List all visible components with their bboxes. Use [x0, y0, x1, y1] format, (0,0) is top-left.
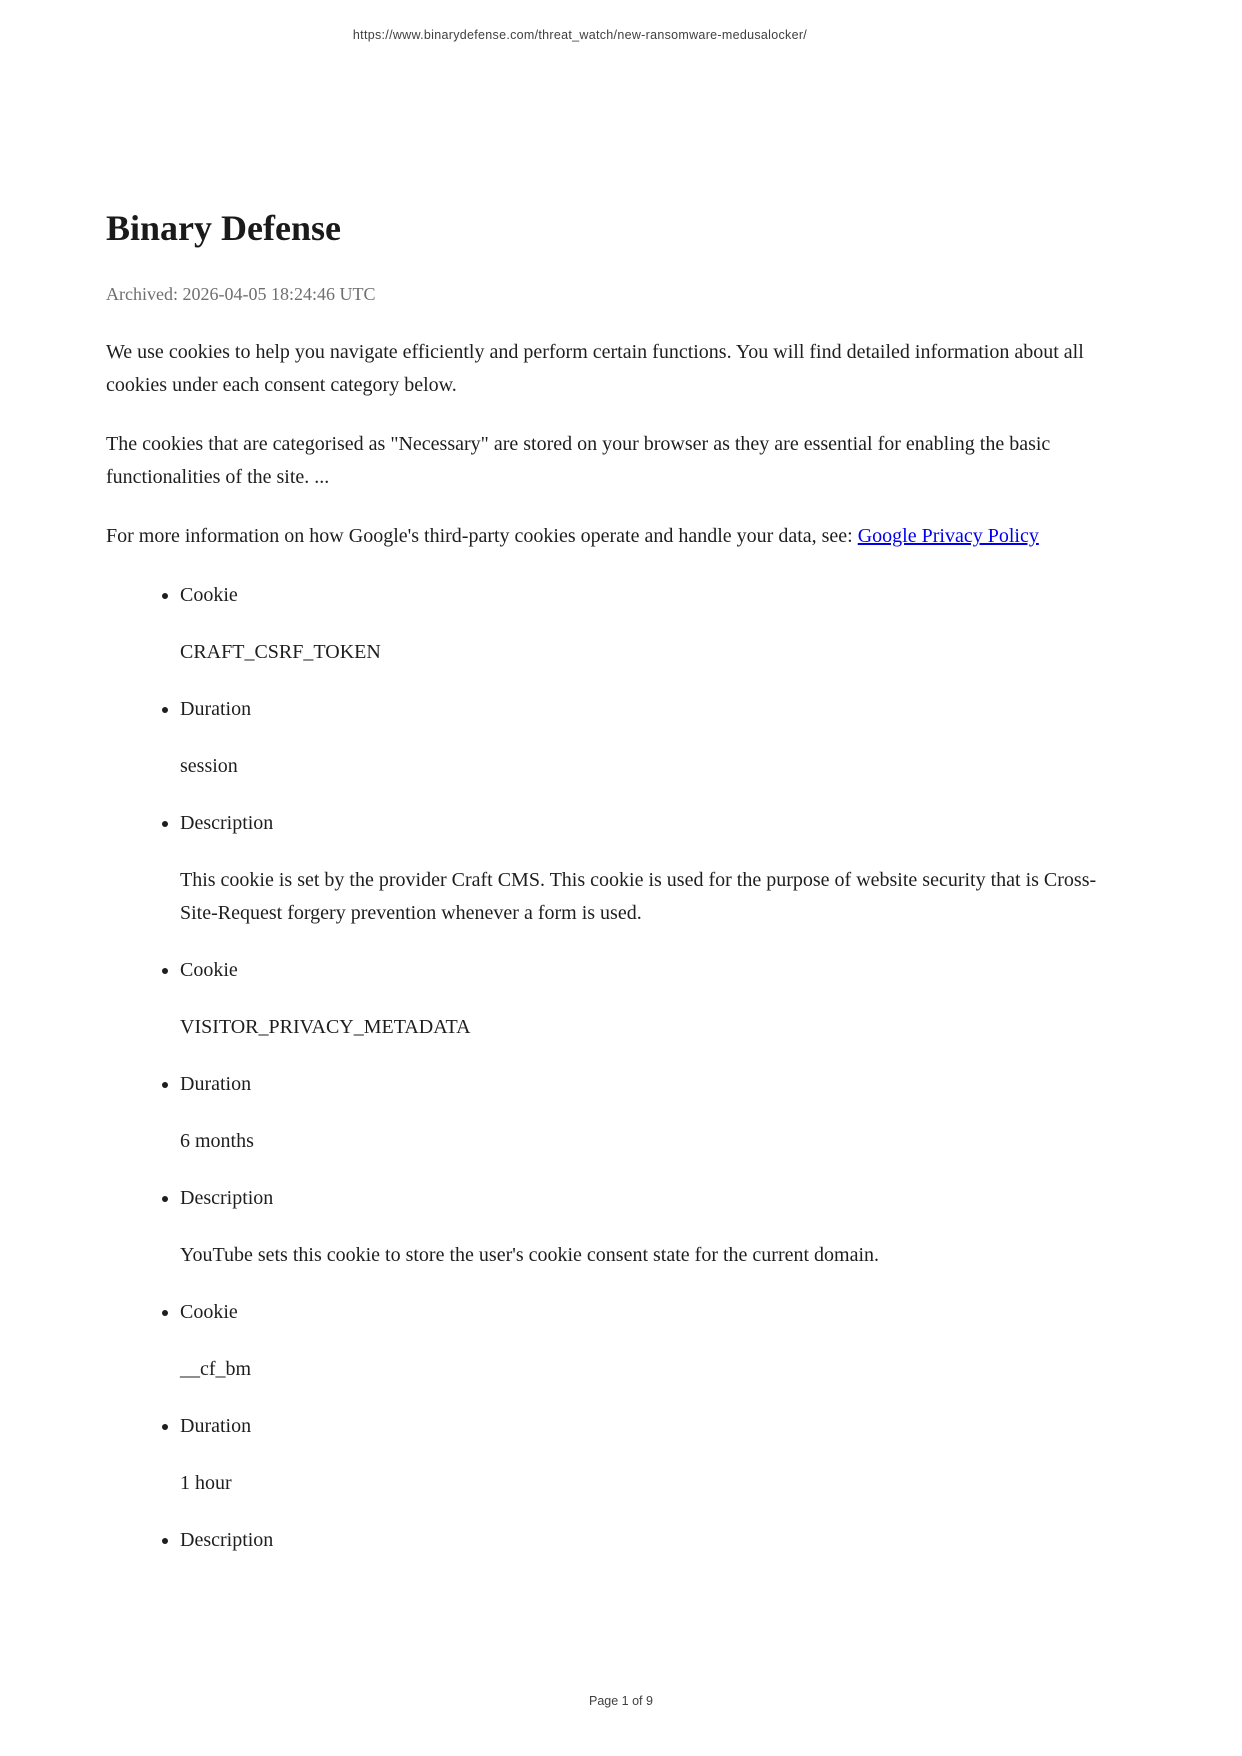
cookie-list-item — [180, 1068, 1106, 1158]
cookie-list-item — [180, 1296, 1106, 1386]
cookie-item-value: 1 hour — [180, 1472, 232, 1494]
intro-paragraph-2: The cookies that are categorised as "Necessary" are stored on your browser as they are essential for enabling the basic functionalities of the site. ... — [106, 433, 1051, 488]
cookie-item-label: • Description — [180, 1529, 274, 1551]
cookie-item-label: • Duration — [180, 698, 252, 720]
cookie-item-label: • Duration — [180, 1415, 252, 1437]
cookie-list-item — [180, 1524, 1106, 1557]
cookie-item-value: YouTube sets this cookie to store the user's cookie consent state for the current domain. — [180, 1244, 880, 1266]
print-header-url: https://www.binarydefense.com/threat_watch/new-ransomware-medusalocker/ — [352, 28, 808, 42]
google-info-text: For more information on how Google's third-party cookies operate and handle your data, see: — [106, 525, 858, 547]
cookie-item-label: • Cookie — [180, 1301, 238, 1323]
cookie-item-value: VISITOR_PRIVACY_METADATA — [180, 1016, 471, 1038]
google-privacy-policy-link[interactable]: Google Privacy Policy — [857, 525, 1039, 547]
cookie-item-value: __cf_bm — [180, 1358, 252, 1380]
intro-paragraph-1: We use cookies to help you navigate efficiently and perform certain functions. You will find detailed information about all cookies under each consent category below. — [106, 341, 1084, 396]
cookie-list-item — [180, 579, 1106, 669]
cookie-list-item — [180, 1182, 1106, 1272]
cookie-item-label: • Cookie — [180, 584, 238, 606]
archived-timestamp: Archived: 2026-04-05 18:24:46 UTC — [106, 284, 376, 304]
cookie-item-label: • Description — [180, 1187, 274, 1209]
cookie-list-item — [180, 693, 1106, 783]
cookie-list-item — [180, 1410, 1106, 1500]
cookie-item-label: • Duration — [180, 1073, 252, 1095]
cookie-item-value: This cookie is set by the provider Craft CMS. This cookie is used for the purpose of website security that is Cross-Site-Request forgery prevention whenever a form is used. — [180, 869, 1097, 924]
cookie-item-label: • Cookie — [180, 959, 238, 981]
cookie-list — [106, 579, 1106, 1557]
cookie-list-item — [180, 807, 1106, 930]
cookie-item-label: • Description — [180, 812, 274, 834]
google-info-paragraph — [106, 520, 1106, 553]
cookie-item-value: session — [180, 755, 238, 777]
page-title: Binary Defense — [106, 208, 341, 248]
page-number-footer: Page 1 of 9 — [589, 1694, 653, 1708]
cookie-item-value: CRAFT_CSRF_TOKEN — [180, 641, 381, 663]
cookie-list-item — [180, 954, 1106, 1044]
cookie-item-value: 6 months — [180, 1130, 254, 1152]
